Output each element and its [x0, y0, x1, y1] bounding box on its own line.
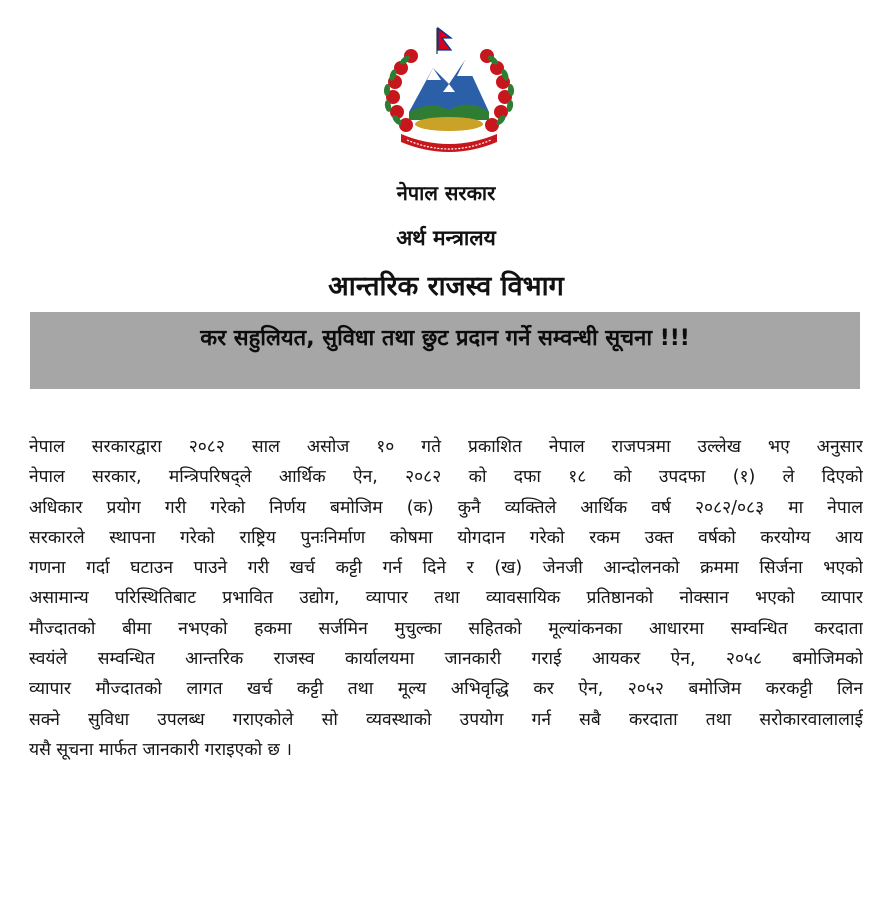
body-line: असामान्य परिस्थितिबाट प्रभावित उद्योग, व्यापार तथा व्यावसायिक प्रतिष्ठानको नोक्सान भएको व्यापार [29, 588, 863, 609]
department-heading: आन्तरिक राजस्व विभाग [328, 271, 564, 302]
notice-body [29, 432, 863, 765]
nepal-government-emblem [371, 20, 527, 160]
body-line: गणना गर्दा घटाउन पाउने गरी खर्च कट्टी गर्न दिने र (ख) जेनजी आन्दोलनको क्रममा सिर्जना भएको [29, 558, 863, 579]
government-heading: नेपाल सरकार [396, 181, 496, 205]
notice-title-bar [30, 312, 860, 389]
body-line: व्यापार मौज्दातको लागत खर्च कट्टी तथा मूल्य अभिवृद्धि कर ऐन, २०५२ बमोजिम करकट्टी लिन [29, 679, 863, 700]
body-line: अधिकार प्रयोग गरी गरेको निर्णय बमोजिम (क) कुनै व्यक्तिले आर्थिक वर्ष २०८२/०८३ मा नेपाल [29, 497, 863, 518]
body-line: सक्ने सुविधा उपलब्ध गराएकोले सो व्यवस्थाको उपयोग गर्न सबै करदाता तथा सरोकारवालालाई [29, 709, 863, 730]
map-of-nepal-icon [415, 117, 483, 131]
nepal-flag-icon [437, 28, 451, 54]
body-line: यसै सूचना मार्फत जानकारी गराइएको छ । [29, 739, 292, 760]
body-line: नेपाल सरकारद्वारा २०८२ साल असोज १० गते प्रकाशित नेपाल राजपत्रमा उल्लेख भए अनुसार [29, 437, 863, 457]
body-line: सरकारले स्थापना गरेको राष्ट्रिय पुनःनिर्माण कोषमा योगदान गरेको रकम उक्त वर्षको करयोग्य आय [29, 527, 863, 548]
body-line: स्वयंले सम्वन्धित आन्तरिक राजस्व कार्यालयमा जानकारी गराई आयकर ऐन, २०५८ बमोजिमको [29, 649, 863, 670]
emblem-graphic [371, 20, 527, 160]
body-line: मौज्दातको बीमा नभएको हकमा सर्जमिन मुचुल्का सहितको मूल्यांकनका आधारमा सम्वन्धित करदाता [29, 618, 863, 639]
notice-title: कर सहुलियत, सुविधा तथा छुट प्रदान गर्ने सम्वन्धी सूचना !!! [200, 326, 690, 351]
body-line: नेपाल सरकार, मन्त्रिपरिषद्ले आर्थिक ऐन, २०८२ को दफा १८ को उपदफा (१) ले दिएको [29, 467, 863, 488]
mountain-icon [409, 60, 489, 112]
ministry-heading: अर्थ मन्त्रालय [396, 226, 496, 250]
